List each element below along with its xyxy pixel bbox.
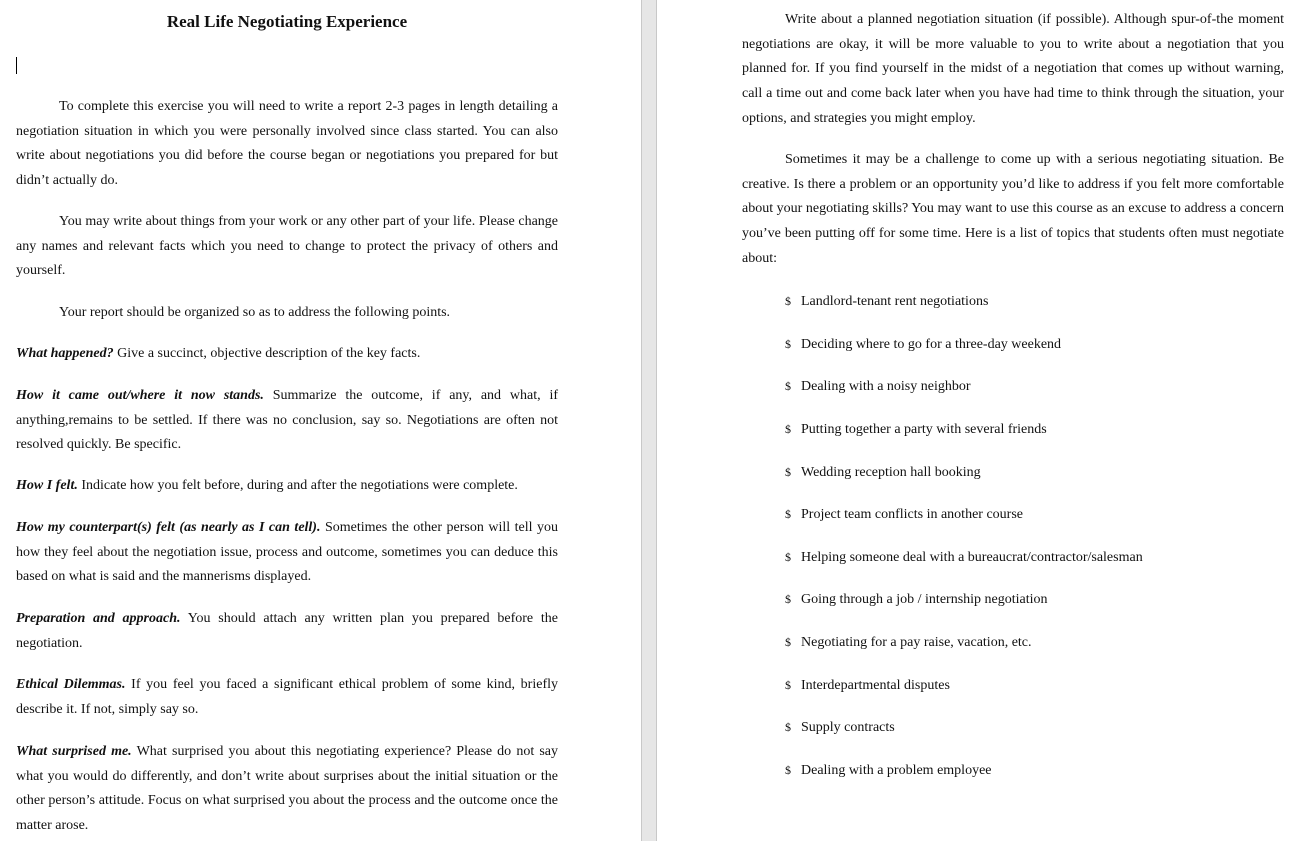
list-item-text: Interdepartmental disputes <box>801 678 950 693</box>
intro-paragraph: To complete this exercise you will need to write a report 2-3 pages in length detailing a negotiation situation in which you were personally involved since class started. You can also write about negotiations you did before the course began or negotiations you prepared for but didn’t actually do. <box>16 99 558 189</box>
list-item-text: Dealing with a noisy neighbor <box>801 379 971 394</box>
list-item <box>785 590 1048 609</box>
planned-paragraph: Write about a planned negotiation situation (if possible). Although spur-of-the moment negotiations are okay, it will be more valuable to you to write about a negotiation that you planned for. If you find yourself in the midst of a negotiation that comes up without warning, call a time out and come back later when you have had time to think through the situation, your options, and strategies you might employ. <box>742 12 1284 126</box>
point-preparation <box>16 607 558 656</box>
list-item-text: Helping someone deal with a bureaucrat/contractor/salesman <box>801 550 1143 565</box>
list-item <box>785 505 1023 524</box>
bullet-mark: $ <box>785 422 791 436</box>
privacy-paragraph: You may write about things from your work or any other part of your life. Please change any names and relevant facts which you need to change to protect the privacy of others and yourself. <box>16 214 558 279</box>
organize-paragraph: Your report should be organized so as to address the following points. <box>59 305 451 320</box>
point-heading: What surprised me. <box>16 744 132 759</box>
point-heading: How it came out/where it now stands. <box>16 388 264 403</box>
point-text: You should attach any written plan you prepared before the negotiation. <box>16 611 558 651</box>
list-item-text: Wedding reception hall booking <box>801 465 981 480</box>
list-item-text: Landlord-tenant rent negotiations <box>801 294 989 309</box>
bullet-mark: $ <box>785 379 791 393</box>
page-title: Real Life Negotiating Experience <box>166 12 408 31</box>
list-item-text: Negotiating for a pay raise, vacation, etc. <box>801 635 1032 650</box>
bullet-mark: $ <box>785 507 791 521</box>
point-text: Summarize the outcome, if any, and what, if anything,remains to be settled. If there was no conclusion, say so. Negotiations are often not resolved quickly. Be specific. <box>16 388 558 453</box>
point-heading: How I felt. <box>16 478 78 493</box>
bullet-mark: $ <box>785 678 791 692</box>
point-text: If you feel you faced a significant ethical problem of some kind, briefly describe it. If not, simply say so. <box>16 677 558 717</box>
creative-paragraph: Sometimes it may be a challenge to come up with a serious negotiating situation. Be creative. Is there a problem or an opportunity you’d like to address if you felt more comfortable about your negotiating skills? You may want to use this course as an excuse to address a concern you’ve been putting off for some time. Here is a list of topics that students often must negotiate about: <box>742 152 1284 266</box>
list-item <box>785 548 1143 567</box>
point-how-i-felt <box>16 474 558 499</box>
list-item-text: Deciding where to go for a three-day weekend <box>801 337 1062 352</box>
bullet-mark: $ <box>785 720 791 734</box>
list-item <box>785 335 1061 354</box>
point-text: What surprised you about this negotiating experience? Please do not say what you would do differently, and don’t write about surprises about the initial situation or the other person’s attitude. Focus on what surprised you about the process and the outcome once the matter arose. <box>16 744 559 834</box>
list-item-text: Putting together a party with several friends <box>801 422 1047 437</box>
text-cursor <box>16 57 17 74</box>
list-item <box>785 718 895 737</box>
list-item-text: Project team conflicts in another course <box>801 507 1023 522</box>
list-item-text: Supply contracts <box>801 720 895 735</box>
bullet-mark: $ <box>785 294 791 308</box>
list-item-text: Going through a job / internship negotiation <box>801 592 1048 607</box>
page-gap <box>641 0 657 841</box>
list-item <box>785 761 992 780</box>
bullet-mark: $ <box>785 635 791 649</box>
point-what-surprised <box>16 740 558 839</box>
point-counterpart-felt <box>16 516 558 590</box>
point-heading: How my counterpart(s) felt (as nearly as I can tell). <box>16 520 321 535</box>
point-ethical-dilemmas <box>16 673 558 722</box>
list-item <box>785 377 971 396</box>
point-heading: What happened? <box>16 346 114 361</box>
bullet-mark: $ <box>785 465 791 479</box>
bullet-mark: $ <box>785 763 791 777</box>
point-outcome <box>16 384 558 458</box>
list-item <box>785 676 950 695</box>
point-text: Give a succinct, objective description of the key facts. <box>113 346 421 361</box>
point-text: Sometimes the other person will tell you how they feel about the negotiation issue, process and outcome, sometimes you can deduce this based on what is said and the mannerisms displayed. <box>16 520 558 585</box>
list-item <box>785 292 988 311</box>
list-item <box>785 463 981 482</box>
list-item-text: Dealing with a problem employee <box>801 763 992 778</box>
list-item <box>785 633 1032 652</box>
point-text: Indicate how you felt before, during and after the negotiations were complete. <box>77 478 518 493</box>
point-heading: Ethical Dilemmas. <box>16 677 126 692</box>
bullet-mark: $ <box>785 550 791 564</box>
point-heading: Preparation and approach. <box>16 611 181 626</box>
list-item <box>785 420 1047 439</box>
bullet-mark: $ <box>785 592 791 606</box>
point-what-happened <box>16 342 558 367</box>
bullet-mark: $ <box>785 337 791 351</box>
